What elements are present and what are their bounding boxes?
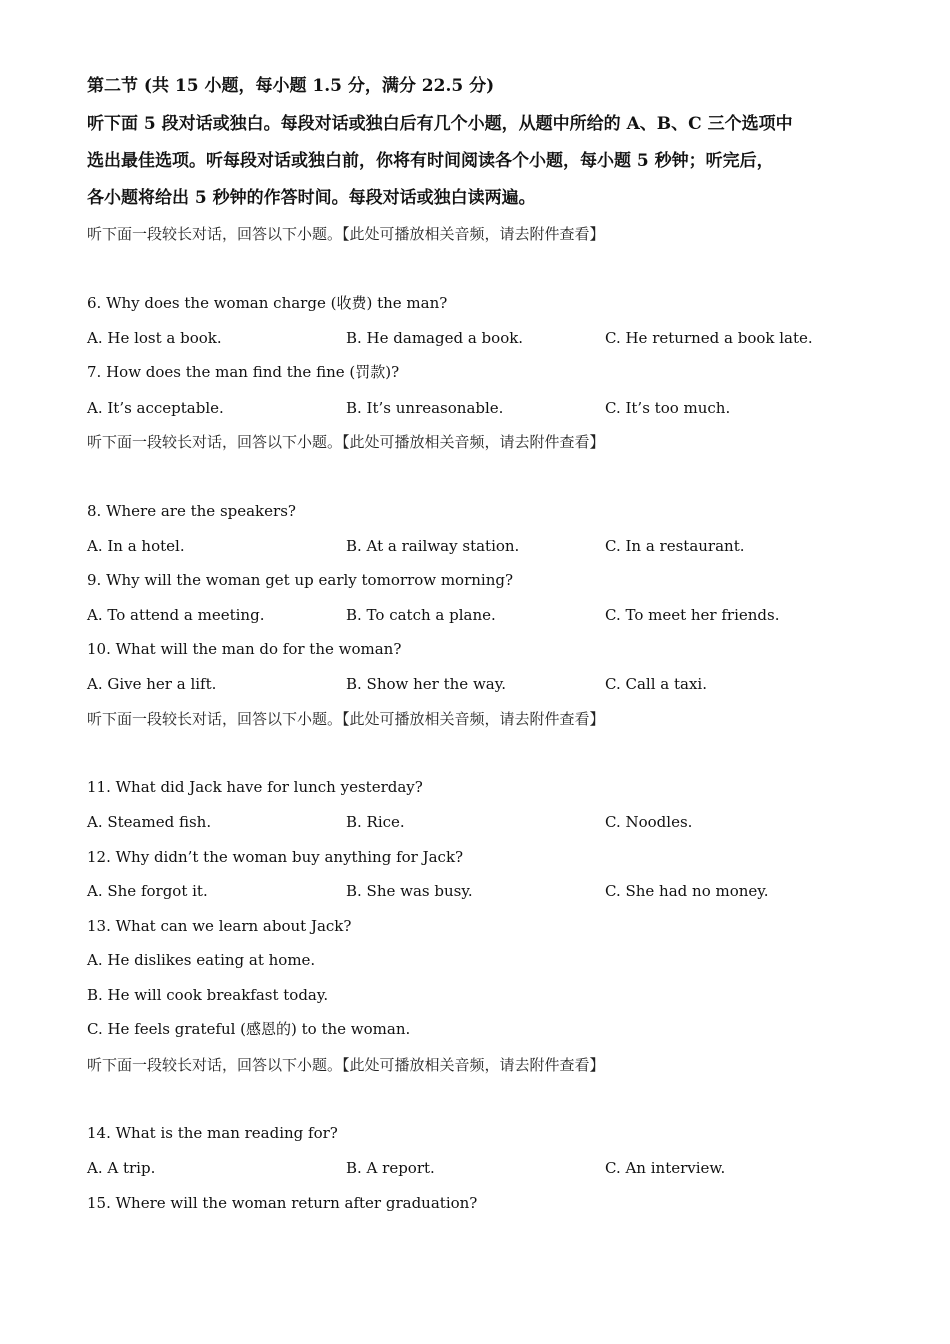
question-8-stem: 8. Where are the speakers? <box>87 502 296 520</box>
q13-option-c: C. He feels grateful (感恩的) to the woman. <box>87 1020 411 1038</box>
audio-note-3: 听下面一段较长对话，回答以下小题。【此处可播放相关音频，请去附件查看】 <box>87 710 605 728</box>
instructions-line-2: 选出最佳选项。听每段对话或独白前，你将有时间阅读各个小题，每小题 5 秒钟；听完后， <box>87 151 774 171</box>
q7-option-c: C. It’s too much. <box>605 399 731 417</box>
question-10-stem: 10. What will the man do for the woman? <box>87 640 402 658</box>
audio-note-2: 听下面一段较长对话，回答以下小题。【此处可播放相关音频，请去附件查看】 <box>87 433 605 451</box>
question-14-stem: 14. What is the man reading for? <box>87 1124 338 1142</box>
q9-option-c: C. To meet her friends. <box>605 606 780 624</box>
q10-option-a: A. Give her a lift. <box>87 675 217 693</box>
q14-option-a: A. A trip. <box>87 1159 156 1177</box>
q11-option-c: C. Noodles. <box>605 813 693 831</box>
q12-option-c: C. She had no money. <box>605 882 769 900</box>
q6-option-b: B. He damaged a book. <box>346 329 524 347</box>
q12-option-b: B. She was busy. <box>346 882 473 900</box>
q12-option-a: A. She forgot it. <box>87 882 208 900</box>
question-6-stem: 6. Why does the woman charge (收费) the man? <box>87 294 448 312</box>
q8-option-c: C. In a restaurant. <box>605 537 745 555</box>
audio-note-1: 听下面一段较长对话，回答以下小题。【此处可播放相关音频，请去附件查看】 <box>87 225 605 243</box>
q11-option-a: A. Steamed fish. <box>87 813 212 831</box>
instructions-line-1: 听下面 5 段对话或独白。每段对话或独白后有几个小题，从题中所给的 A、B、C 三个选项中 <box>87 114 793 134</box>
q13-option-a: A. He dislikes eating at home. <box>87 951 316 969</box>
q10-option-c: C. Call a taxi. <box>605 675 707 693</box>
q14-option-c: C. An interview. <box>605 1159 726 1177</box>
q6-option-a: A. He lost a book. <box>87 329 222 347</box>
q9-option-a: A. To attend a meeting. <box>87 606 265 624</box>
q9-option-b: B. To catch a plane. <box>346 606 496 624</box>
q13-option-b: B. He will cook breakfast today. <box>87 986 329 1004</box>
section-title: 第二节 (共 15 小题，每小题 1.5 分，满分 22.5 分) <box>87 76 495 96</box>
q6-option-c: C. He returned a book late. <box>605 329 813 347</box>
question-12-stem: 12. Why didn’t the woman buy anything for Jack? <box>87 848 464 866</box>
audio-note-4: 听下面一段较长对话，回答以下小题。【此处可播放相关音频，请去附件查看】 <box>87 1056 605 1074</box>
instructions-line-3: 各小题将给出 5 秒钟的作答时间。每段对话或独白读两遍。 <box>87 188 536 208</box>
q8-option-a: A. In a hotel. <box>87 537 185 555</box>
q8-option-b: B. At a railway station. <box>346 537 520 555</box>
q7-option-a: A. It’s acceptable. <box>87 399 224 417</box>
q11-option-b: B. Rice. <box>346 813 405 831</box>
question-9-stem: 9. Why will the woman get up early tomorrow morning? <box>87 571 514 589</box>
question-11-stem: 11. What did Jack have for lunch yesterday? <box>87 778 423 796</box>
question-15-stem: 15. Where will the woman return after graduation? <box>87 1194 478 1212</box>
question-7-stem: 7. How does the man find the fine (罚款)? <box>87 363 400 381</box>
question-13-stem: 13. What can we learn about Jack? <box>87 917 352 935</box>
q7-option-b: B. It’s unreasonable. <box>346 399 504 417</box>
q10-option-b: B. Show her the way. <box>346 675 506 693</box>
q14-option-b: B. A report. <box>346 1159 435 1177</box>
